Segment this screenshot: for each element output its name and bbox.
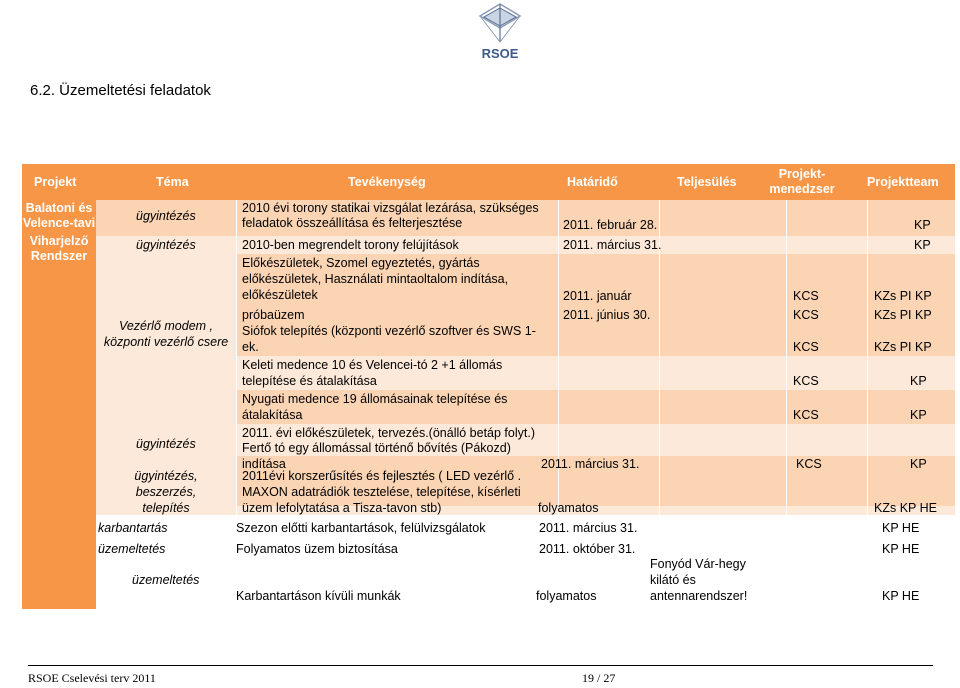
theme-cell: központi vezérlő csere [103,335,229,349]
activity-cell: előkészületek [242,288,318,302]
theme-cell: beszerzés, [135,485,197,499]
header-tevekenyseg: Tevékenység [348,175,426,189]
deadline-cell: 2011. január [563,289,632,303]
activity-cell: 2010 évi torony statikai vizsgálat lezárása, szükséges [242,201,539,215]
activity-cell: 2010-ben megrendelt torony felújítások [242,238,459,252]
team-cell: KZs KP HE [874,501,937,515]
team-cell: KZs PI KP [874,289,932,303]
pm-cell: KCS [793,340,819,354]
completion-cell: Fonyód Vár-hegy [650,557,746,571]
activity-cell: telepítése és átalakítása [242,374,377,388]
activity-cell: MAXON adatrádiók tesztelése, telepítése, kísérleti [242,485,521,499]
header-tema: Téma [156,175,189,189]
header-projektmenedzser: Projekt- menedzser [769,167,835,196]
footer-divider [28,665,933,666]
project-column: Balatoni és Velence-tavi Viharjelző Rendszer [22,200,96,609]
deadline-cell: 2011. március 31. [563,238,662,252]
theme-cell: ügyintézés [136,238,196,252]
deadline-cell: folyamatos [536,589,597,603]
operations-table [22,164,955,609]
theme-cell: ügyintézés [136,437,196,451]
team-cell: KP [910,408,927,422]
activity-cell: Nyugati medence 19 állomásainak telepítése és [242,392,508,406]
footer-title: RSOE Cselevési terv 2011 [28,671,156,685]
completion-cell: kilátó és [650,573,696,587]
theme-cell: Vezérlő modem , [118,319,214,333]
deadline-cell: 2011. június 30. [563,308,651,322]
activity-cell: 2011. évi előkészületek, tervezés.(önálló betáp folyt.) [242,426,535,440]
table-body [96,200,955,609]
activity-cell: indítása [242,457,286,471]
rsoe-logo [460,2,540,66]
activity-cell: Keleti medence 10 és Velencei-tó 2 +1 állomás [242,358,503,372]
section-heading: 6.2. Üzemeltetési feladatok [30,82,211,99]
activity-cell: üzem lefolytatása a Tisza-tavon stb) [242,501,442,515]
team-cell: KP [914,238,931,252]
activity-cell: Karbantartáson kívüli munkák [236,589,401,603]
header-teljesules: Teljesülés [677,175,737,189]
completion-cell: antennarendszer! [650,589,748,603]
pm-cell: KCS [793,374,819,388]
activity-cell: Fertő tó egy állomással történő bővítés (Pákozd) [242,441,511,455]
theme-cell: üzemeltetés [132,573,200,587]
activity-cell: 2011évi korszerűsítés és fejlesztés ( LED vezérlő . [242,469,522,483]
logo-text: RSOE [481,46,519,61]
team-cell: KP [910,374,927,388]
pm-cell: KCS [793,408,819,422]
pm-cell: KCS [793,308,819,322]
deadline-cell: 2011. március 31. [539,521,638,535]
activity-cell: ek. [242,340,259,354]
header-projekt: Projekt [34,175,77,189]
theme-cell: ügyintézés, [134,469,198,483]
deadline-cell: folyamatos [538,501,599,515]
team-cell: KZs PI KP [874,308,932,322]
team-cell: KP HE [882,521,920,535]
activity-cell: Előkészületek, Szomel egyeztetés, gyártás [242,256,480,270]
theme-cell: telepítés [142,501,190,515]
theme-cell: üzemeltetés [98,542,166,556]
activity-cell: Szezon előtti karbantartások, felülvizsgálatok [236,521,486,535]
team-cell: KP [910,457,927,471]
activity-cell: Folyamatos üzem biztosítása [236,542,398,556]
header-projektteam: Projektteam [867,175,939,189]
deadline-cell: 2011. október 31. [539,542,636,556]
pm-cell: KCS [796,457,822,471]
table-header [22,164,955,200]
theme-cell: karbantartás [98,521,168,535]
deadline-cell: 2011. március 31. [541,457,640,471]
activity-cell: átalakítása [242,408,303,422]
team-cell: KP [914,218,931,232]
activity-cell: próbaüzem [242,308,305,322]
team-cell: KP HE [882,589,920,603]
activity-cell: Siófok telepítés (központi vezérlő szoftver és SWS 1- [242,324,536,338]
activity-cell: előkészületek, Használati mintaoltalom indítása, [242,272,509,286]
pm-cell: KCS [793,289,819,303]
activity-cell: feladatok összeállítása és felterjesztése [242,216,463,230]
team-cell: KP HE [882,542,920,556]
page-number: 19 / 27 [582,671,616,685]
table-row [96,236,955,254]
team-cell: KZs PI KP [874,340,932,354]
theme-cell: ügyintézés [136,209,196,223]
header-hatarido: Határidő [567,175,618,189]
deadline-cell: 2011. február 28. [563,218,658,232]
